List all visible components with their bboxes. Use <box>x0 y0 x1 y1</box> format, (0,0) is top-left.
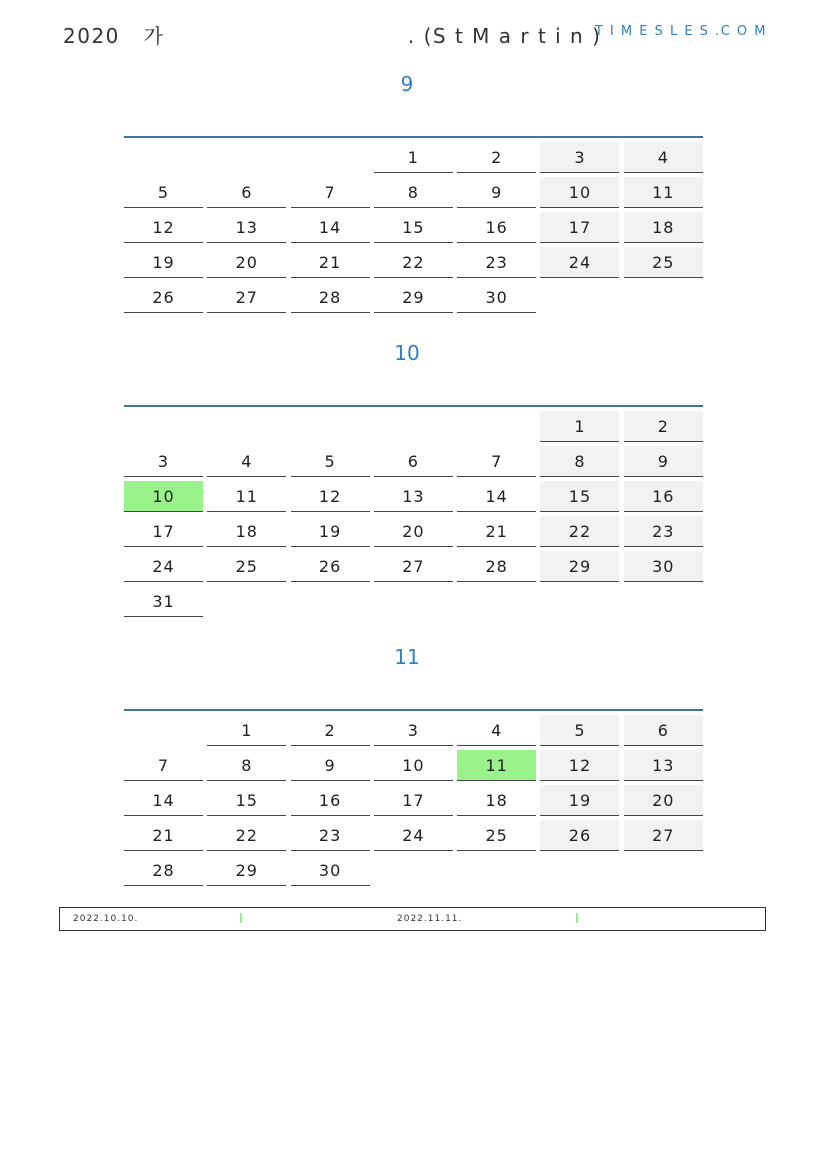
day-cell[interactable]: 22 <box>374 247 453 278</box>
day-cell[interactable]: 6 <box>207 177 286 208</box>
month-title-november: 11 <box>394 645 420 669</box>
day-cell[interactable]: 1 <box>374 142 453 173</box>
day-cell[interactable]: 1 <box>207 715 286 746</box>
day-cell[interactable]: 19 <box>291 516 370 547</box>
holiday-legend <box>59 907 766 931</box>
day-cell[interactable]: 15 <box>374 212 453 243</box>
day-cell[interactable]: 15 <box>207 785 286 816</box>
month-title-september: 9 <box>400 72 414 96</box>
day-cell[interactable]: 6 <box>374 446 453 477</box>
day-cell[interactable]: 27 <box>624 820 703 851</box>
day-cell[interactable]: 15 <box>540 481 619 512</box>
day-cell[interactable]: 9 <box>624 446 703 477</box>
day-cell[interactable]: 16 <box>624 481 703 512</box>
day-cell[interactable]: 6 <box>624 715 703 746</box>
day-cell[interactable]: 18 <box>457 785 536 816</box>
day-cell[interactable]: 20 <box>624 785 703 816</box>
day-cell[interactable]: 14 <box>291 212 370 243</box>
day-cell[interactable]: 3 <box>124 446 203 477</box>
day-cell[interactable]: 3 <box>374 715 453 746</box>
day-cell[interactable]: 13 <box>624 750 703 781</box>
day-cell[interactable]: 26 <box>540 820 619 851</box>
month-title-october: 10 <box>394 341 420 365</box>
day-cell[interactable]: 18 <box>624 212 703 243</box>
day-cell[interactable]: 5 <box>291 446 370 477</box>
day-cell[interactable]: 4 <box>624 142 703 173</box>
day-cell[interactable]: 24 <box>124 551 203 582</box>
day-cell[interactable]: 2 <box>624 411 703 442</box>
day-cell[interactable]: 18 <box>207 516 286 547</box>
day-cell[interactable]: 19 <box>124 247 203 278</box>
day-cell[interactable]: 25 <box>457 820 536 851</box>
day-cell[interactable]: 26 <box>291 551 370 582</box>
day-cell[interactable]: 28 <box>124 855 203 886</box>
day-cell[interactable]: 5 <box>540 715 619 746</box>
day-cell[interactable]: 21 <box>291 247 370 278</box>
day-cell[interactable]: 17 <box>124 516 203 547</box>
day-cell[interactable]: 24 <box>540 247 619 278</box>
day-cell[interactable]: 17 <box>540 212 619 243</box>
day-cell[interactable]: 17 <box>374 785 453 816</box>
day-cell[interactable]: 10 <box>124 481 203 512</box>
day-cell[interactable]: 13 <box>207 212 286 243</box>
day-cell[interactable]: 21 <box>457 516 536 547</box>
day-cell[interactable]: 1 <box>540 411 619 442</box>
day-cell[interactable]: 24 <box>374 820 453 851</box>
day-cell[interactable]: 9 <box>291 750 370 781</box>
day-cell[interactable]: 7 <box>291 177 370 208</box>
legend-item-date: 2022.11.11. <box>397 914 463 924</box>
empty-day-cell <box>207 142 286 173</box>
day-cell[interactable]: 16 <box>457 212 536 243</box>
day-cell[interactable]: 13 <box>374 481 453 512</box>
day-cell[interactable]: 12 <box>124 212 203 243</box>
day-cell[interactable]: 29 <box>540 551 619 582</box>
day-cell[interactable]: 25 <box>624 247 703 278</box>
day-cell[interactable]: 29 <box>374 282 453 313</box>
day-cell[interactable]: 26 <box>124 282 203 313</box>
day-cell[interactable]: 3 <box>540 142 619 173</box>
day-cell[interactable]: 7 <box>457 446 536 477</box>
empty-day-cell <box>457 411 536 442</box>
day-cell[interactable]: 4 <box>457 715 536 746</box>
empty-day-cell <box>207 411 286 442</box>
day-cell[interactable]: 31 <box>124 586 203 617</box>
day-cell[interactable]: 22 <box>207 820 286 851</box>
day-cell[interactable]: 22 <box>540 516 619 547</box>
day-cell[interactable]: 8 <box>207 750 286 781</box>
day-cell[interactable]: 16 <box>291 785 370 816</box>
day-cell[interactable]: 25 <box>207 551 286 582</box>
day-cell[interactable]: 21 <box>124 820 203 851</box>
day-cell[interactable]: 30 <box>457 282 536 313</box>
empty-day-cell <box>291 411 370 442</box>
day-cell[interactable]: 7 <box>124 750 203 781</box>
day-cell[interactable]: 12 <box>540 750 619 781</box>
day-cell[interactable]: 11 <box>207 481 286 512</box>
day-cell[interactable]: 11 <box>624 177 703 208</box>
day-cell[interactable]: 30 <box>624 551 703 582</box>
calendar-september <box>124 136 703 313</box>
calendar-october <box>124 405 703 617</box>
empty-day-cell <box>124 142 203 173</box>
day-cell[interactable]: 28 <box>291 282 370 313</box>
day-cell[interactable]: 2 <box>291 715 370 746</box>
empty-day-cell <box>374 411 453 442</box>
day-cell[interactable]: 5 <box>124 177 203 208</box>
day-cell[interactable]: 28 <box>457 551 536 582</box>
empty-day-cell <box>124 715 203 746</box>
day-cell[interactable]: 9 <box>457 177 536 208</box>
day-cell[interactable]: 23 <box>457 247 536 278</box>
empty-day-cell <box>124 411 203 442</box>
page-title: 2020 가 . (S t M a r t i n ) <box>63 24 602 48</box>
legend-marker <box>240 913 242 923</box>
day-cell[interactable]: 23 <box>624 516 703 547</box>
day-cell[interactable]: 19 <box>540 785 619 816</box>
day-cell[interactable]: 10 <box>540 177 619 208</box>
day-cell[interactable]: 20 <box>207 247 286 278</box>
day-cell[interactable]: 4 <box>207 446 286 477</box>
day-cell[interactable]: 20 <box>374 516 453 547</box>
day-cell[interactable]: 10 <box>374 750 453 781</box>
legend-item-date: 2022.10.10. <box>73 914 139 924</box>
calendar-november <box>124 709 703 886</box>
brand-logo-text[interactable]: T I M E S L E S .C O M <box>594 24 767 39</box>
calendar-grid <box>124 142 703 313</box>
calendar-grid <box>124 715 703 886</box>
day-cell[interactable]: 27 <box>374 551 453 582</box>
day-cell[interactable]: 23 <box>291 820 370 851</box>
day-cell[interactable]: 11 <box>457 750 536 781</box>
day-cell[interactable]: 30 <box>291 855 370 886</box>
legend-marker <box>576 913 578 923</box>
day-cell[interactable]: 8 <box>540 446 619 477</box>
day-cell[interactable]: 29 <box>207 855 286 886</box>
day-cell[interactable]: 12 <box>291 481 370 512</box>
day-cell[interactable]: 14 <box>457 481 536 512</box>
day-cell[interactable]: 8 <box>374 177 453 208</box>
empty-day-cell <box>291 142 370 173</box>
calendar-grid <box>124 411 703 617</box>
day-cell[interactable]: 2 <box>457 142 536 173</box>
day-cell[interactable]: 27 <box>207 282 286 313</box>
day-cell[interactable]: 14 <box>124 785 203 816</box>
